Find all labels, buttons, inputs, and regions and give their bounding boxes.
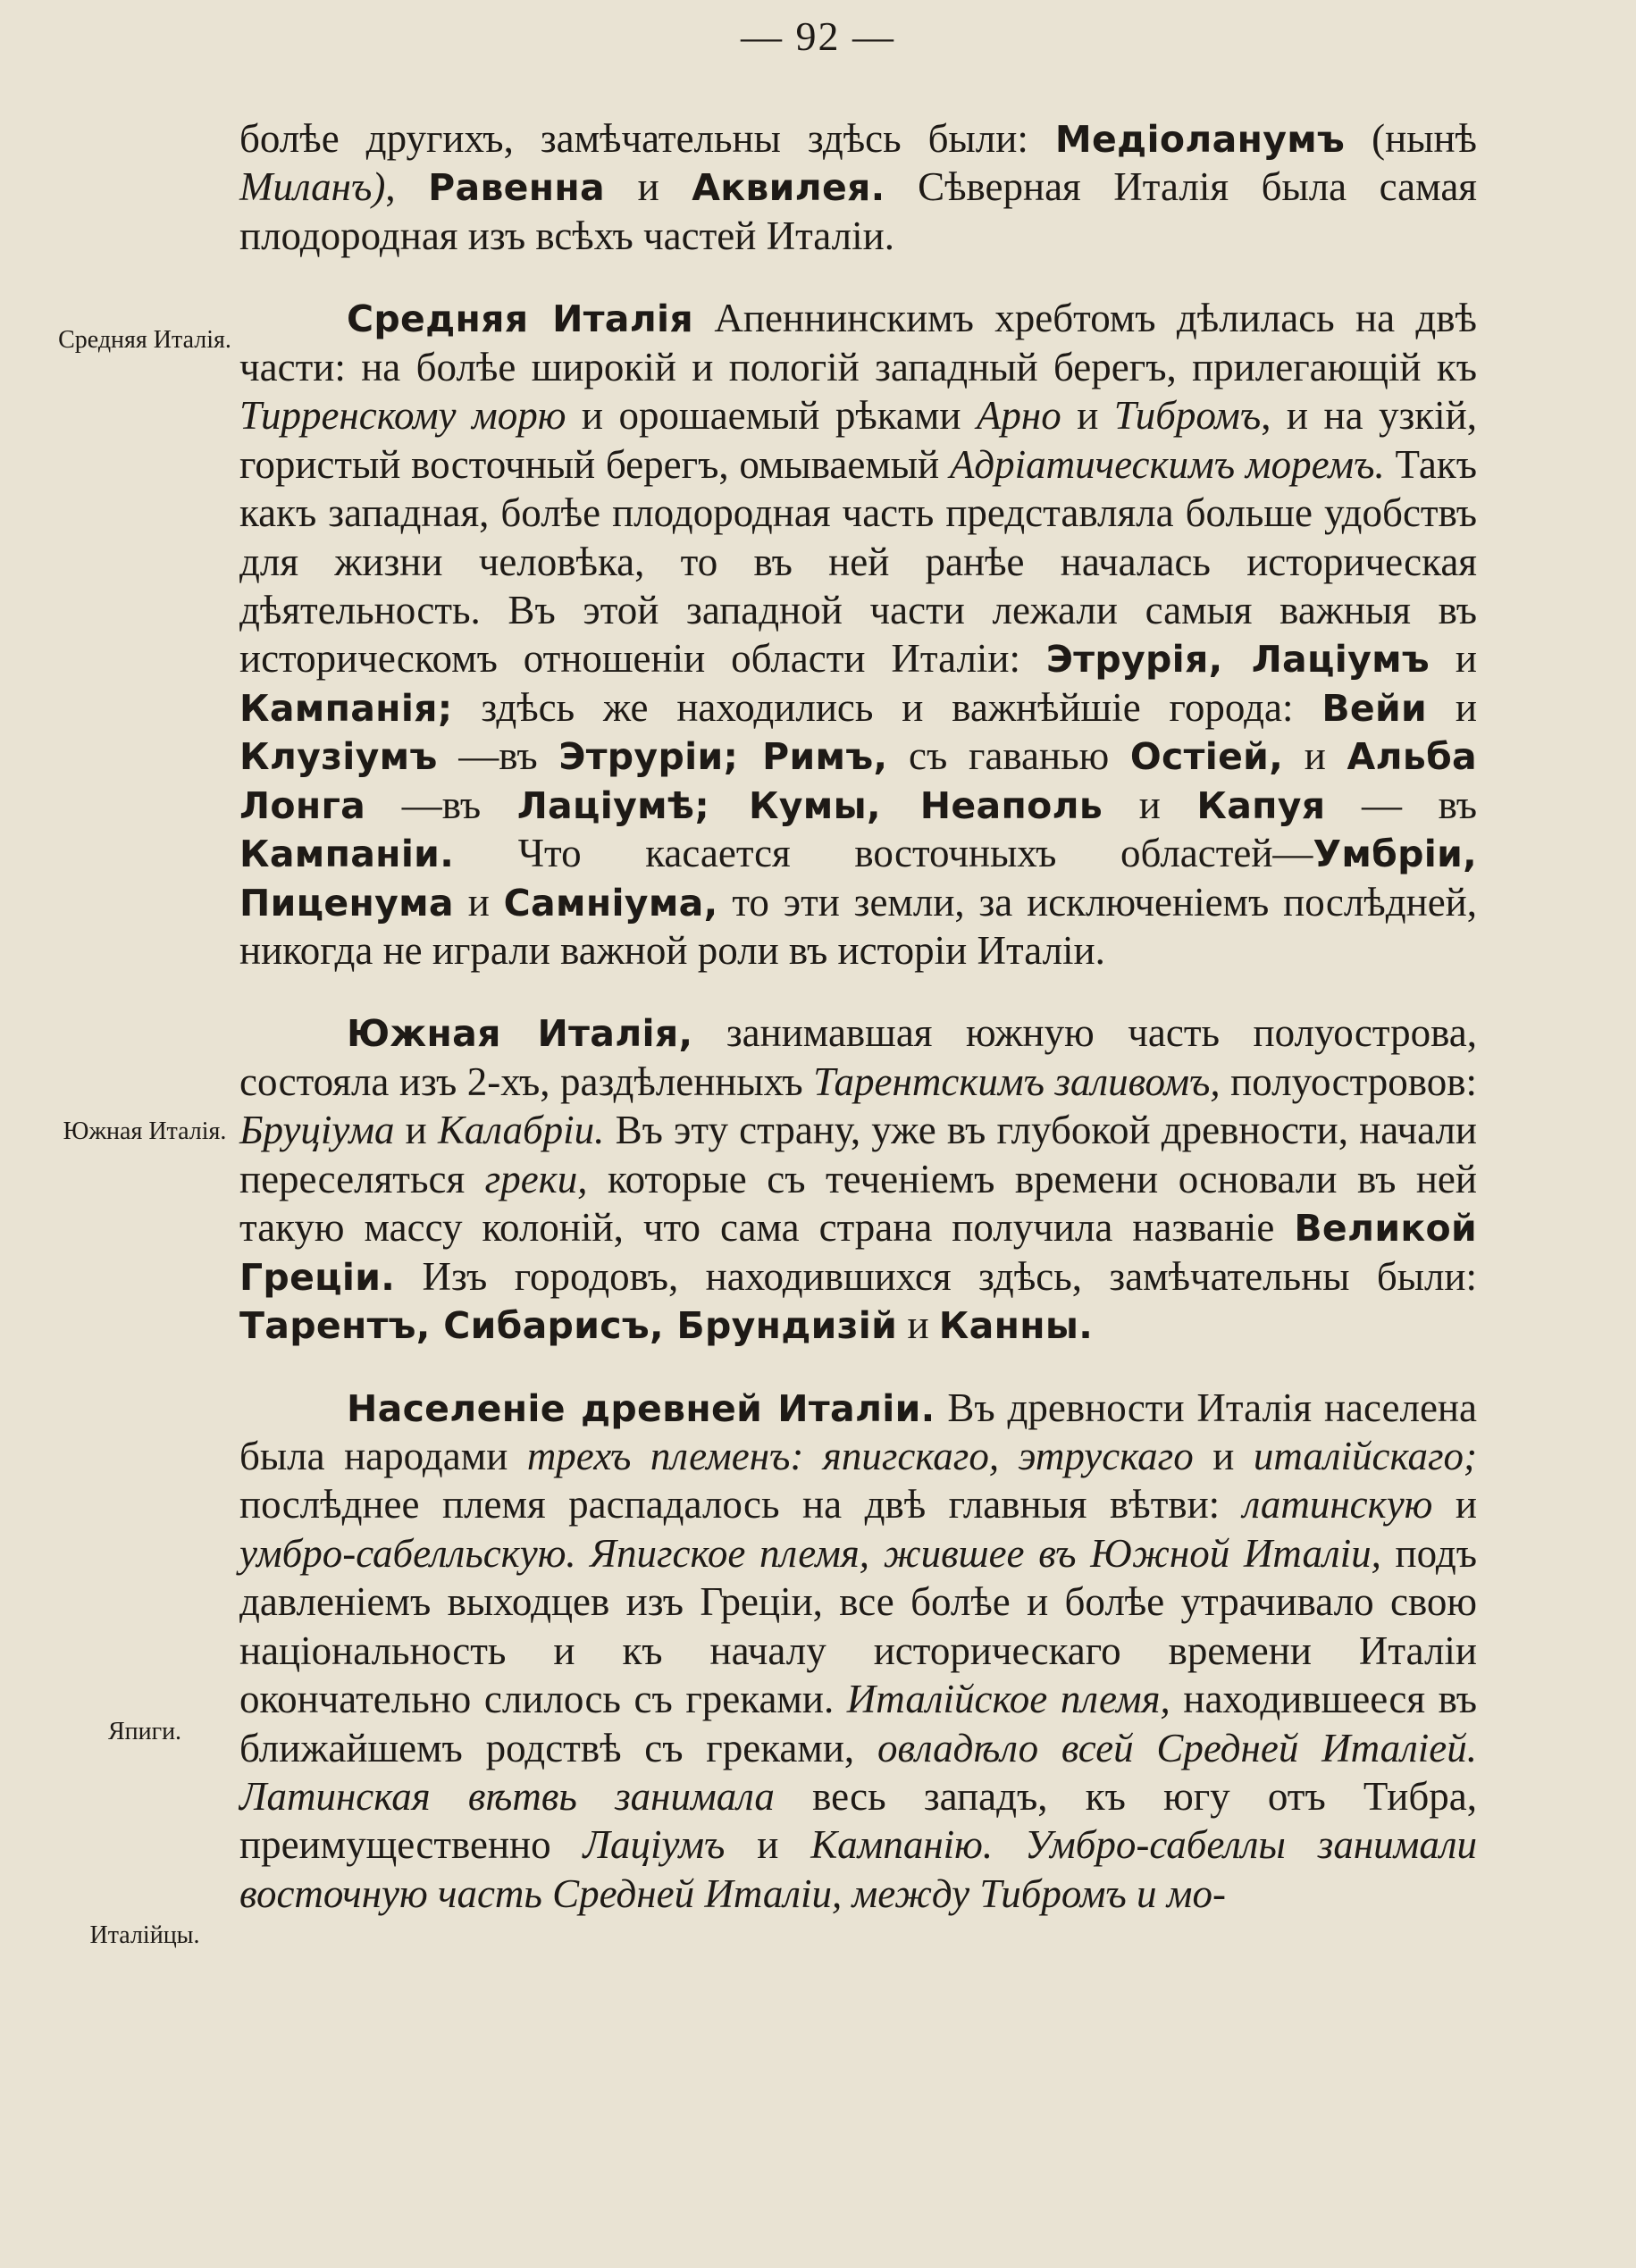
bold-term: Самніума, [503, 881, 718, 925]
text-run: , [385, 164, 429, 210]
text-run: которые съ теченіемъ времени основали въ ней такую массу колоній, что сама страна получила названіе [239, 1156, 1477, 1251]
italic-term: Лаціумъ [583, 1822, 726, 1868]
bold-term: Капуя [1196, 783, 1326, 827]
italic-term: овладѣло всей Средней Италіей. Латинская вѣтвь занимала [239, 1725, 1477, 1819]
text-run: здѣсь же находились и важнѣйшіе города: [452, 684, 1322, 730]
text-run: полуостровов: [1220, 1059, 1477, 1104]
italic-term: Тирренскому морю [239, 393, 566, 439]
bold-term: Клузіумъ [239, 735, 438, 779]
text-run: болѣе другихъ, замѣчательны здѣсь были: [239, 116, 1055, 161]
text-run: и [897, 1302, 939, 1348]
text-run: и [394, 1108, 438, 1153]
italic-term: Калабріи. [437, 1108, 605, 1153]
bold-term: Кампанія; [239, 686, 453, 730]
bold-term: Этрурія, Лаціумъ [1045, 638, 1430, 682]
italic-term: Бруціума [239, 1108, 395, 1153]
bold-term: Аквилея. [692, 166, 885, 210]
text-run: и [1427, 684, 1477, 730]
main-text [239, 114, 1477, 1952]
sidenote-middle-italy: Средняя Италія. [58, 326, 231, 354]
italic-term: Кампанію. Умбро-сабеллы занимали восточную часть Средней Италіи, между Тибромъ и мо- [239, 1822, 1477, 1916]
bold-term: Великой Греціи. [239, 1207, 1477, 1299]
italic-term: Адріатическимъ моремъ. [949, 441, 1385, 487]
text-run: и [1432, 1482, 1477, 1527]
italic-term: италійскаго; [1253, 1433, 1477, 1478]
text-run: и [1193, 1433, 1254, 1478]
italic-term: Арно [976, 393, 1061, 439]
italic-term: трехъ племенъ: япигскаго, этрускаго [526, 1433, 1194, 1478]
italic-term: Тарентскимъ заливомъ, [813, 1059, 1221, 1104]
text-run: и [1283, 733, 1347, 779]
text-run: Такъ какъ западная, болѣе плодородная часть представляла больше удобствъ для жизни человѣка, то въ ней ранѣе началась историческая дѣятельность. Въ этой западной части лежали самыя важныя въ историческомъ отношеніи области Италіи: [239, 441, 1477, 682]
sidenote-italians: Италійцы. [89, 1921, 200, 1949]
bold-term: Лаціумѣ; Кумы, Неаполь [516, 783, 1103, 827]
text-run: весь западъ, къ югу отъ Тибра, преимущественно [239, 1774, 1477, 1868]
text-run: и [605, 164, 692, 210]
text-run: послѣднее племя распадалось на двѣ главныя вѣтви: [239, 1482, 1243, 1527]
text-run: подъ давленіемъ выходцев изъ Греціи, все болѣе и болѣе утрачивало свою національность и къ началу историческаго времени Италіи окончательно слилось съ греками. [239, 1530, 1477, 1722]
italic-term: латинскую [1242, 1482, 1433, 1527]
bold-term: Умбріи, Пиценума [239, 833, 1477, 925]
text-run: находившееся въ ближайшемъ родствѣ съ греками, [239, 1677, 1477, 1770]
text-run: (нынѣ [1345, 116, 1477, 161]
paragraph-middle-italy [239, 294, 1477, 975]
text-run: и [1061, 393, 1114, 439]
sidenote-iapygi: Япиги. [107, 1718, 182, 1745]
text-run: — въ [1325, 782, 1477, 827]
text-run: Въ эту страну, уже въ глубокой древности, начали переселяться [239, 1108, 1477, 1201]
italic-term: Миланъ) [239, 164, 386, 210]
text-run: съ гаванью [887, 733, 1130, 779]
bold-term: Альба Лонга [239, 735, 1477, 827]
text-run: и [453, 879, 504, 925]
paragraph-population [239, 1384, 1477, 1919]
bold-term: Канны. [938, 1304, 1094, 1348]
text-run: —въ [365, 782, 517, 827]
bold-term: Южная Италія, [347, 1012, 693, 1056]
text-run: , и на узкій, гористый восточный берегъ, омываемый [239, 393, 1477, 487]
bold-term: Вейи [1321, 686, 1428, 730]
italic-term: Тибромъ [1113, 393, 1262, 439]
bold-term: Тарентъ, Сибарисъ, Брундизій [239, 1304, 898, 1348]
bold-term: Населеніе древней Италіи. [347, 1386, 935, 1430]
bold-term: Медіоланумъ [1054, 118, 1346, 161]
text-run: и [725, 1822, 811, 1868]
text-run: Изъ городовъ, находившихся здѣсь, замѣчательны были: [395, 1253, 1477, 1299]
text-run: —въ [437, 733, 559, 779]
bold-term: Кампаніи. [239, 833, 455, 876]
italic-term: умбро-сабелльскую. Япигское племя, жившее въ Южной Италіи, [239, 1530, 1381, 1576]
sidenote-south-italy: Южная Италія. [63, 1117, 227, 1145]
text-run: Въ древности Италія населена была народами [239, 1385, 1477, 1478]
text-run: и [1430, 636, 1477, 682]
bold-term: Остіей, [1129, 735, 1284, 779]
text-run: занимавшая южную часть полуострова, состояла изъ 2-хъ, раздѣленныхъ [239, 1010, 1477, 1104]
paragraph-south-italy [239, 1008, 1477, 1349]
bold-term: Этруріи; Римъ, [558, 735, 888, 779]
text-run: Сѣверная Италія была самая плодородная изъ всѣхъ частей Италіи. [239, 164, 1477, 258]
italic-term: Италійское племя, [846, 1677, 1170, 1722]
text-run: Что касается восточныхъ областей— [454, 831, 1313, 876]
text-run: и орошаемый рѣками [566, 393, 977, 439]
text-run: Апеннинскимъ хребтомъ дѣлилась на двѣ части: на болѣе широкій и пологій западный берегъ, прилегающій къ [239, 296, 1477, 389]
page-number: — 92 — [741, 13, 895, 59]
text-run: и [1103, 782, 1197, 827]
italic-term: греки, [484, 1156, 588, 1201]
paragraph-north-italy-end [239, 114, 1477, 260]
text-run: то эти земли, за исключеніемъ послѣдней, никогда не играли важной роли въ исторіи Италіи. [239, 879, 1477, 973]
bold-term: Средняя Италія [347, 297, 694, 341]
bold-term: Равенна [428, 166, 606, 210]
